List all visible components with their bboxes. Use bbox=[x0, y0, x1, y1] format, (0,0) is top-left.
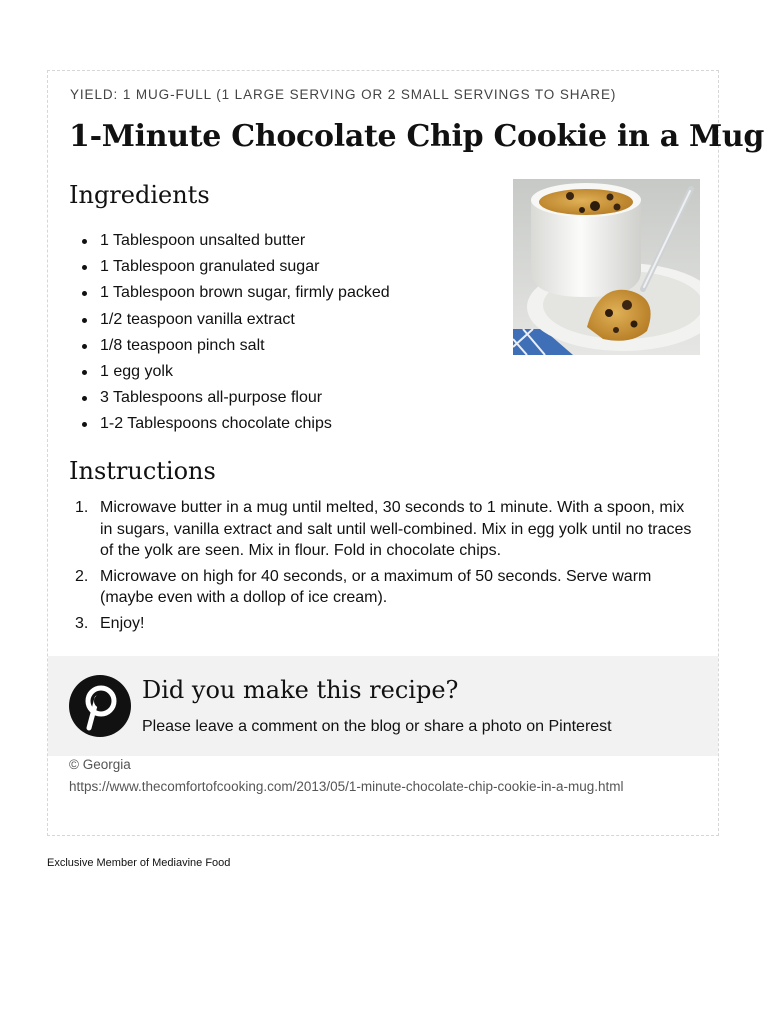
copyright: © Georgia bbox=[69, 757, 131, 772]
ingredient-item: 1 Tablespoon granulated sugar bbox=[69, 254, 390, 280]
callout-text: Please leave a comment on the blog or share a photo on Pinterest bbox=[142, 718, 612, 735]
instruction-step bbox=[69, 613, 699, 635]
step-text: Enjoy! bbox=[100, 614, 145, 632]
cookie-mug-photo bbox=[513, 179, 700, 355]
pinterest-icon[interactable] bbox=[69, 675, 131, 737]
step-text: Microwave butter in a mug until melted, 30 seconds to 1 minute. With a spoon, mix in sugars, vanilla extract and salt until well-combined. Mix in egg yolk until no traces of the yolk are seen. Mix in flour. Fold in chocolate chips. bbox=[100, 499, 692, 559]
mediavine-note: Exclusive Member of Mediavine Food bbox=[47, 857, 231, 869]
ingredient-item: 1 Tablespoon unsalted butter bbox=[69, 228, 390, 254]
ingredient-item: 1 Tablespoon brown sugar, firmly packed bbox=[69, 280, 390, 306]
source-url-link[interactable]: https://www.thecomfortofcooking.com/2013/05/1-minute-chocolate-chip-cookie-in-a-mug.html bbox=[69, 779, 624, 794]
recipe-title: 1-Minute Chocolate Chip Cookie in a Mug bbox=[69, 119, 765, 154]
instruction-step bbox=[69, 497, 699, 562]
ingredient-item: 1/2 teaspoon vanilla extract bbox=[69, 307, 390, 333]
ingredient-item: 1 egg yolk bbox=[69, 359, 390, 385]
recipe-card bbox=[47, 70, 765, 836]
step-number: 1. bbox=[75, 499, 89, 516]
make-recipe-callout bbox=[48, 656, 718, 756]
callout-title: Did you make this recipe? bbox=[142, 676, 459, 704]
instructions-list bbox=[69, 497, 699, 638]
instructions-heading: Instructions bbox=[69, 457, 216, 485]
ingredients-heading: Ingredients bbox=[69, 181, 210, 209]
step-number: 3. bbox=[75, 614, 89, 632]
ingredients-list bbox=[69, 228, 390, 438]
ingredient-item: 3 Tablespoons all-purpose flour bbox=[69, 385, 390, 411]
step-number: 2. bbox=[75, 567, 89, 585]
step-text: Microwave on high for 40 seconds, or a maximum of 50 seconds. Serve warm (maybe even with a dollop of ice cream). bbox=[100, 567, 652, 606]
ingredient-item: 1/8 teaspoon pinch salt bbox=[69, 333, 390, 359]
instruction-step bbox=[69, 566, 699, 609]
ingredient-item: 1-2 Tablespoons chocolate chips bbox=[69, 411, 390, 437]
recipe-yield: YIELD: 1 MUG-FULL (1 LARGE SERVING OR 2 SMALL SERVINGS TO SHARE) bbox=[70, 87, 617, 102]
